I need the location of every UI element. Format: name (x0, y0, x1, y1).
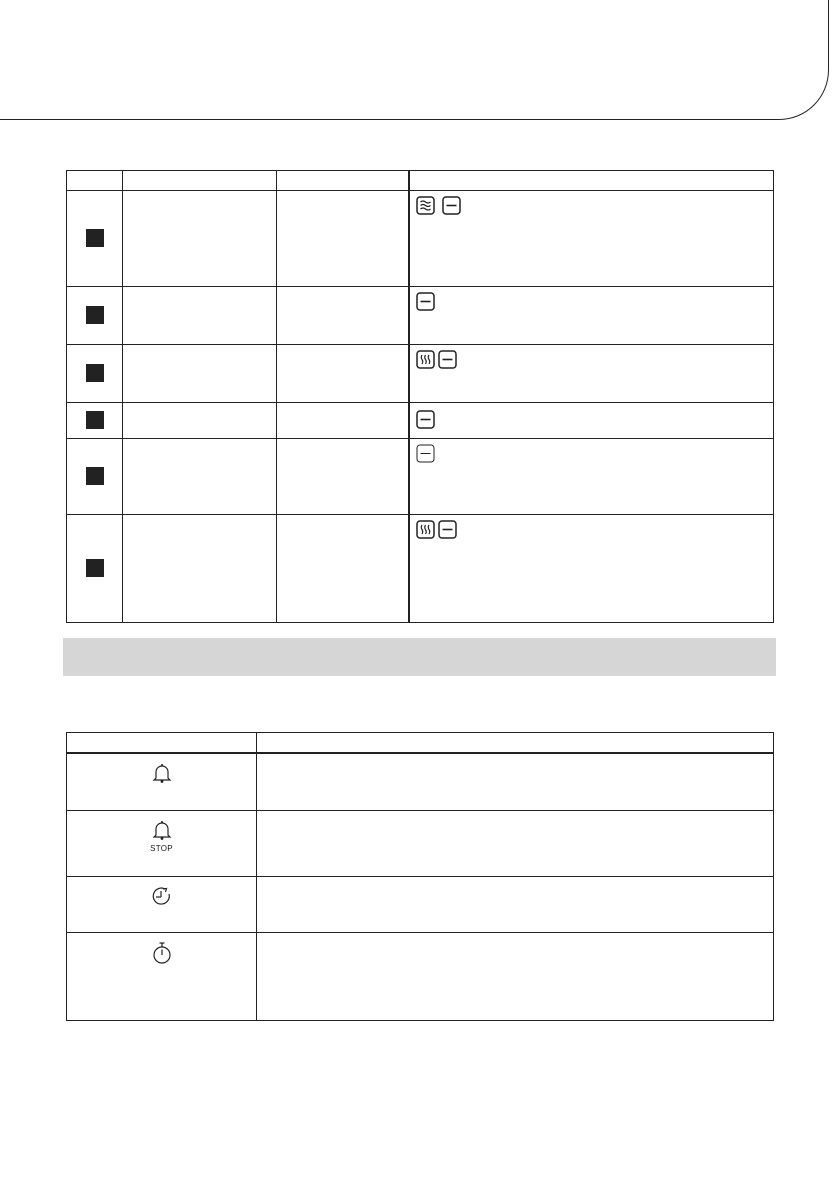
table-cell (123, 515, 277, 623)
table-row (67, 753, 774, 810)
header-cell (409, 171, 774, 191)
steam-icon (416, 350, 435, 369)
table-cell (123, 191, 277, 287)
black-square-marker (86, 306, 104, 324)
black-square-marker (86, 559, 104, 577)
stop-label: STOP (150, 843, 173, 853)
row-marker-cell (67, 403, 123, 439)
icon-cell (409, 287, 774, 345)
table-cell (123, 403, 277, 439)
steam-icon (416, 520, 435, 539)
row-marker-cell (67, 191, 123, 287)
section-heading-band (63, 638, 776, 676)
table-cell (123, 439, 277, 515)
icon-cell (67, 810, 257, 876)
table-row (67, 191, 774, 287)
clock-arrow-icon (150, 885, 174, 907)
black-square-marker (86, 411, 104, 429)
icon-cell (409, 191, 774, 287)
icon-cell (67, 753, 257, 810)
table-row (67, 403, 774, 439)
bottom-heat-icon (416, 292, 435, 311)
table-header-row (67, 733, 774, 754)
row-marker-cell (67, 345, 123, 403)
header-cell (277, 171, 409, 191)
row-marker-cell (67, 515, 123, 623)
bottom-heat-icon-light (416, 444, 435, 463)
icon-cell (409, 515, 774, 623)
table-row (67, 876, 774, 932)
header-cell (257, 733, 774, 754)
black-square-marker (86, 364, 104, 382)
header-cell (67, 733, 257, 754)
row-marker-cell (67, 287, 123, 345)
table-cell (257, 810, 774, 876)
row-marker-cell (67, 439, 123, 515)
table-cell (277, 191, 409, 287)
heating-functions-table (66, 170, 774, 623)
clock-functions-table (66, 732, 774, 1021)
table-cell (277, 515, 409, 623)
bell-icon (151, 762, 173, 784)
table-row (67, 515, 774, 623)
table-row (67, 287, 774, 345)
table-cell (257, 753, 774, 810)
table-cell (277, 439, 409, 515)
microwave-heat-icon (416, 196, 435, 215)
icon-cell (409, 439, 774, 515)
icon-cell (67, 932, 257, 1020)
icon-cell (409, 403, 774, 439)
stopwatch-icon (151, 941, 173, 965)
black-square-marker (86, 229, 104, 247)
table-cell (277, 403, 409, 439)
table-cell (123, 345, 277, 403)
table-row (67, 810, 774, 876)
header-cell (67, 171, 123, 191)
icon-cell (409, 345, 774, 403)
table-cell (123, 287, 277, 345)
bell-stop-icon (151, 819, 173, 841)
black-square-marker (86, 467, 104, 485)
table-cell (277, 287, 409, 345)
header-cell (123, 171, 277, 191)
table-header-row (67, 171, 774, 191)
bottom-heat-icon (416, 410, 435, 429)
bottom-heat-icon (438, 350, 457, 369)
section-heading (63, 638, 776, 658)
page-cut-line (0, 0, 829, 120)
bottom-heat-icon (438, 520, 457, 539)
icon-cell (67, 876, 257, 932)
bottom-heat-icon (442, 196, 461, 215)
table-row (67, 932, 774, 1020)
table-cell (277, 345, 409, 403)
table-cell (257, 932, 774, 1020)
table-cell (257, 876, 774, 932)
table-row (67, 439, 774, 515)
table-row (67, 345, 774, 403)
